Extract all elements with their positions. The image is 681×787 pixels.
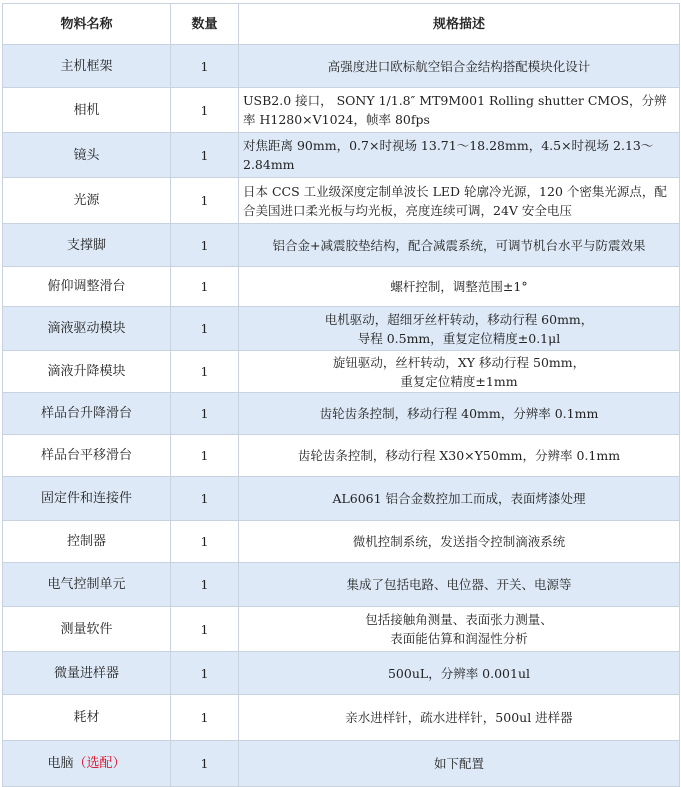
material-name-cell	[3, 695, 171, 741]
material-name: 支撑脚	[66, 237, 106, 253]
quantity-cell: 1	[171, 88, 239, 133]
spec-cell: 如下配置	[239, 741, 680, 787]
quantity-cell: 1	[171, 607, 239, 652]
material-name-cell	[3, 521, 171, 563]
quantity-cell: 1	[171, 351, 239, 393]
quantity-cell: 1	[171, 521, 239, 563]
spec-cell: 旋钮驱动，丝杆转动，XY 移动行程 50mm， 重复定位精度±1mm	[239, 351, 680, 393]
material-name: 电气控制单元	[47, 577, 126, 592]
table-row	[3, 307, 680, 351]
material-name: 俯仰调整滑台	[47, 279, 126, 294]
material-name-cell	[3, 652, 171, 695]
material-name-cell	[3, 133, 171, 178]
spec-cell: 铝合金+减震胶垫结构，配合减震系统，可调节机台水平与防震效果	[239, 224, 680, 267]
material-name-cell	[3, 45, 171, 88]
material-name-cell	[3, 224, 171, 267]
quantity-cell: 1	[171, 393, 239, 435]
material-name: 样品台升降滑台	[40, 406, 132, 421]
table-row	[3, 607, 680, 652]
table-row	[3, 224, 680, 267]
header-name: 物料名称	[3, 4, 171, 45]
spec-cell: 集成了包括电路、电位器、开关、电源等	[239, 563, 680, 607]
optional-note: （选配）	[73, 756, 126, 771]
table-row	[3, 351, 680, 393]
material-name-cell	[3, 477, 171, 521]
material-name: 镜头	[73, 147, 100, 163]
table-row	[3, 521, 680, 563]
table-row	[3, 652, 680, 695]
spec-cell: 螺杆控制，调整范围±1°	[239, 267, 680, 307]
material-name: 耗材	[73, 710, 100, 725]
table-row	[3, 695, 680, 741]
material-name: 光源	[73, 193, 100, 208]
material-name-cell	[3, 267, 171, 307]
spec-cell: 500uL，分辨率 0.001ul	[239, 652, 680, 695]
material-name-cell	[3, 393, 171, 435]
spec-cell: 亲水进样针，疏水进样针，500ul 进样器	[239, 695, 680, 741]
material-name: 相机	[73, 102, 100, 118]
spec-cell: 高强度进口欧标航空铝合金结构搭配模块化设计	[239, 45, 680, 88]
material-name: 测量软件	[60, 621, 113, 637]
quantity-cell: 1	[171, 695, 239, 741]
table-row	[3, 741, 680, 787]
spec-cell: USB2.0 接口， SONY 1/1.8″ MT9M001 Rolling shutter CMOS，分辨率 H1280×V1024，帧率 80fps	[239, 88, 680, 133]
table-row	[3, 267, 680, 307]
material-name: 固定件和连接件	[40, 491, 132, 506]
material-name-cell	[3, 741, 171, 787]
table-row	[3, 393, 680, 435]
material-name: 微量进样器	[53, 665, 119, 681]
material-name-cell	[3, 178, 171, 224]
material-name-cell	[3, 88, 171, 133]
header-qty: 数量	[171, 4, 239, 45]
material-name: 控制器	[66, 534, 106, 549]
material-name: 主机框架	[60, 58, 113, 74]
material-name-cell	[3, 607, 171, 652]
table-row	[3, 133, 680, 178]
spec-cell: 对焦距离 90mm，0.7×时视场 13.71～18.28mm，4.5×时视场 2.13～2.84mm	[239, 133, 680, 178]
quantity-cell: 1	[171, 178, 239, 224]
material-name-cell	[3, 307, 171, 351]
material-name: 样品台平移滑台	[40, 448, 132, 463]
table-body	[3, 45, 680, 787]
table-row	[3, 45, 680, 88]
spec-cell: 电机驱动，超细牙丝杆转动，移动行程 60mm， 导程 0.5mm，重复定位精度±0.1μl	[239, 307, 680, 351]
quantity-cell: 1	[171, 741, 239, 787]
quantity-cell: 1	[171, 563, 239, 607]
spec-table	[2, 3, 680, 787]
quantity-cell: 1	[171, 267, 239, 307]
quantity-cell: 1	[171, 435, 239, 477]
quantity-cell: 1	[171, 652, 239, 695]
spec-cell: 包括接触角测量、表面张力测量、 表面能估算和润湿性分析	[239, 607, 680, 652]
header-spec: 规格描述	[239, 4, 680, 45]
table-row	[3, 477, 680, 521]
material-name-cell	[3, 435, 171, 477]
table-row	[3, 435, 680, 477]
material-name-cell	[3, 563, 171, 607]
table-row	[3, 563, 680, 607]
spec-cell: AL6061 铝合金数控加工而成，表面烤漆处理	[239, 477, 680, 521]
header-row	[3, 4, 680, 45]
material-name: 滴液驱动模块	[47, 321, 126, 336]
quantity-cell: 1	[171, 477, 239, 521]
table-row	[3, 178, 680, 224]
material-name-cell	[3, 351, 171, 393]
spec-cell: 日本 CCS 工业级深度定制单波长 LED 轮廓冷光源，120 个密集光源点，配合美国进口柔光板与均光板，亮度连续可调，24V 安全电压	[239, 178, 680, 224]
quantity-cell: 1	[171, 45, 239, 88]
spec-cell: 微机控制系统，发送指令控制滴液系统	[239, 521, 680, 563]
spec-cell: 齿轮齿条控制，移动行程 40mm，分辨率 0.1mm	[239, 393, 680, 435]
quantity-cell: 1	[171, 307, 239, 351]
material-name: 滴液升降模块	[47, 364, 126, 379]
quantity-cell: 1	[171, 224, 239, 267]
table-row	[3, 88, 680, 133]
material-name: 电脑	[47, 756, 74, 771]
spec-cell: 齿轮齿条控制，移动行程 X30×Y50mm，分辨率 0.1mm	[239, 435, 680, 477]
quantity-cell: 1	[171, 133, 239, 178]
